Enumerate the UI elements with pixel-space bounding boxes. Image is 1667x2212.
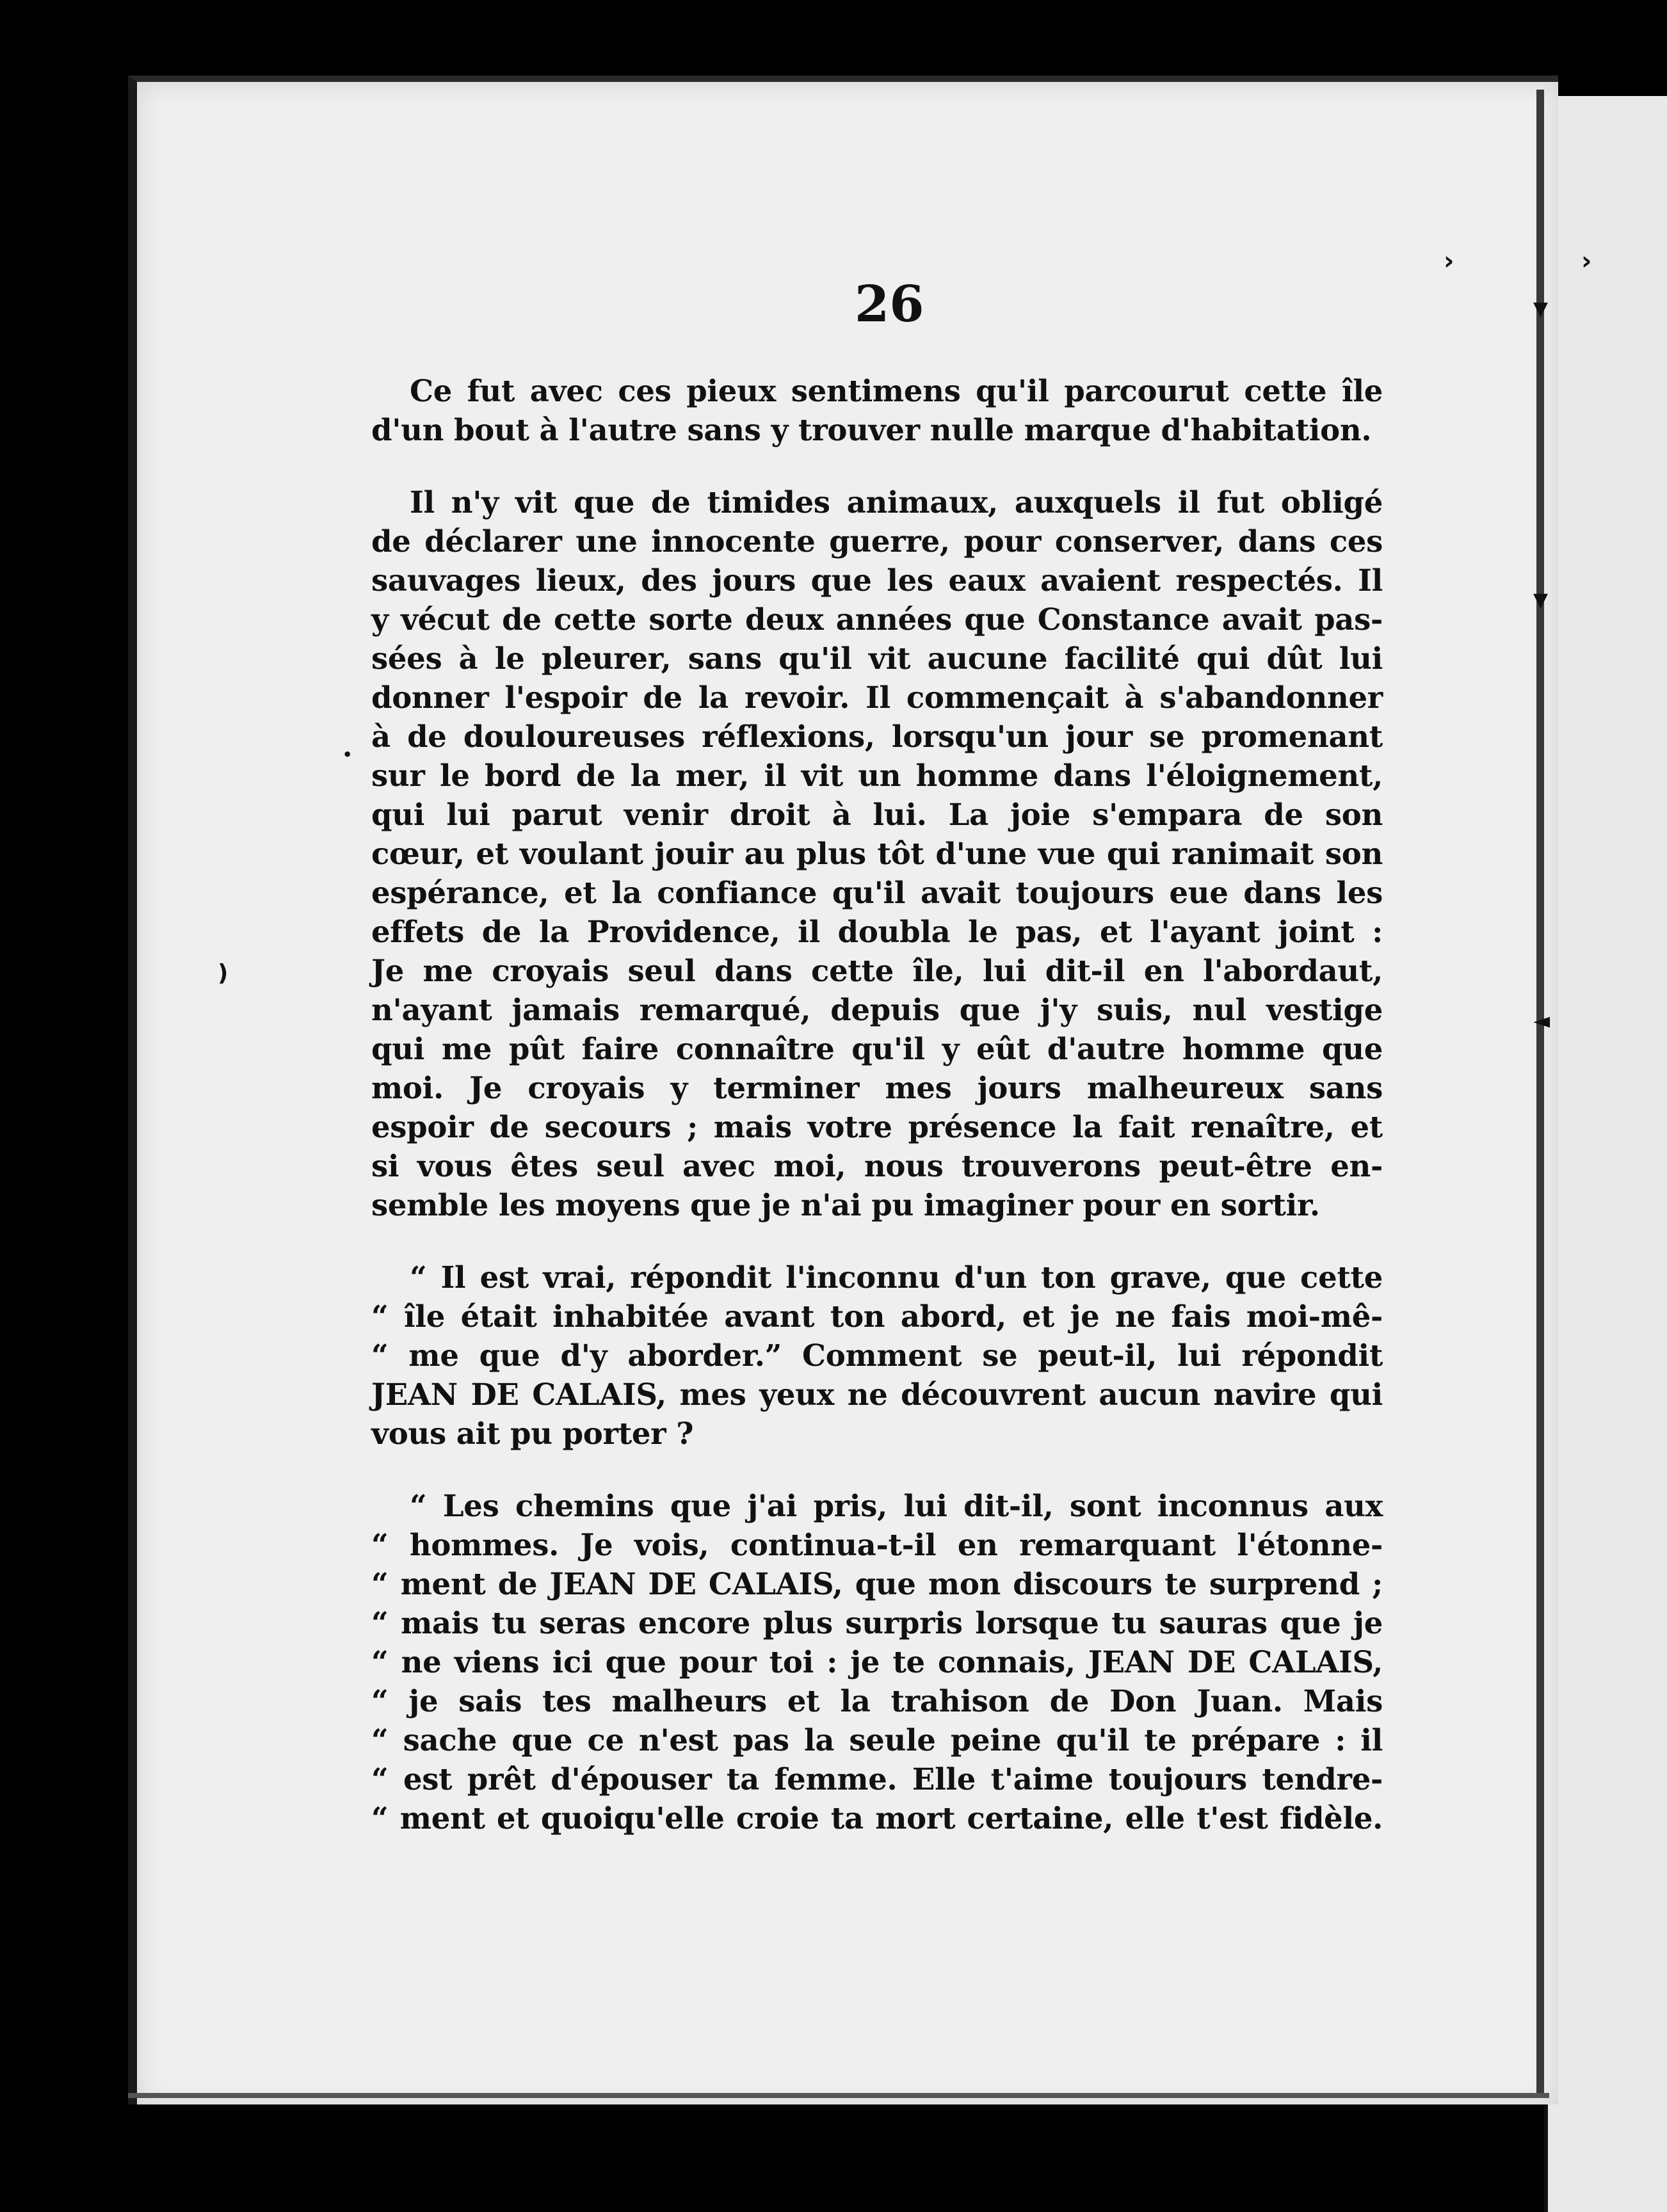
text-line: qui me pût faire connaître qu'il y eût d'autre homme que [371,1031,1383,1066]
margin-mark: ) [218,960,229,986]
text-line: moi. Je croyais y terminer mes jours malheureux sans [371,1070,1383,1105]
text-line: Je me croyais seul dans cette île, lui dit-il en l'abordaut, [371,953,1383,988]
text-line: “ sache que ce n'est pas la seule peine qu'il te prépare : il [371,1722,1383,1758]
text-line: “ ment et quoiqu'elle croie ta mort certaine, elle t'est fidèle. [371,1800,1383,1836]
facing-page-edge [1544,96,1667,2212]
text-line: “ je sais tes malheurs et la trahison de Don Juan. Mais [371,1683,1383,1719]
text-line: vous ait pu porter ? [371,1416,694,1451]
text-line: JEAN DE CALAIS, mes yeux ne découvrent aucun navire qui [371,1377,1383,1412]
text-line: “ mais tu seras encore plus surpris lorsque tu sauras que je [371,1605,1383,1640]
page-number: 26 [855,275,924,333]
text-line: Il n'y vit que de timides animaux, auxquels il fut obligé [410,485,1383,520]
text-line: “ ne viens ici que pour toi : je te connais, JEAN DE CALAIS, [371,1644,1383,1679]
paragraph-4 [371,1486,1383,1838]
text-line: sées à le pleurer, sans qu'il vit aucune facilité qui dût lui [371,641,1383,676]
text-line: “ île était inhabitée avant ton abord, et je ne fais moi-mê- [371,1299,1383,1334]
text-line: espérance, et la confiance qu'il avait toujours eue dans les [371,875,1383,910]
text-line: y vécut de cette sorte deux années que Constance avait pas- [371,602,1383,637]
paragraph-2 [371,483,1383,1224]
text-line: Ce fut avec ces pieux sentimens qu'il parcourut cette île [410,373,1383,408]
page-bottom-edge [128,2093,1549,2098]
text-line: n'ayant jamais remarqué, depuis que j'y suis, nul vestige [371,992,1383,1027]
text-line: “ ment de JEAN DE CALAIS, que mon discours te surprend ; [371,1566,1383,1601]
text-line: effets de la Providence, il doubla le pas, et l'ayant joint : [371,914,1383,949]
paragraph-1 [371,371,1383,449]
text-line: sur le bord de la mer, il vit un homme dans l'éloignement, [371,758,1383,793]
margin-mark: › [1581,246,1592,276]
text-line: qui lui parut venir droit à lui. La joie s'empara de son [371,797,1383,832]
paragraph-3 [371,1258,1383,1453]
text-line: espoir de secours ; mais votre présence la fait renaître, et [371,1109,1383,1144]
text-line: donner l'espoir de la revoir. Il commençait à s'abandonner [371,680,1383,715]
margin-mark: ◄ [1533,1008,1550,1034]
text-line: sauvages lieux, des jours que les eaux avaient respectés. Il [371,563,1383,598]
text-line: “ Les chemins que j'ai pris, lui dit-il, sont inconnus aux [410,1488,1383,1523]
page-binding-edge [1536,90,1544,2093]
margin-mark: ▼ [1533,298,1549,320]
margin-mark: ▼ [1533,589,1549,611]
text-line: à de douloureuses réflexions, lorsqu'un jour se promenant [371,719,1383,754]
text-line: “ est prêt d'épouser ta femme. Elle t'aime toujours tendre- [371,1761,1383,1797]
text-line: semble les moyens que je n'ai pu imaginer pour en sortir. [371,1187,1320,1222]
text-line: cœur, et voulant jouir au plus tôt d'une vue qui ranimait son [371,836,1383,871]
text-line: “ hommes. Je vois, continua-t-il en remarquant l'étonne- [371,1527,1383,1562]
text-line: “ me que d'y aborder.” Comment se peut-il, lui répondit [371,1338,1383,1373]
page-text [371,371,1383,1838]
text-line: “ Il est vrai, répondit l'inconnu d'un ton grave, que cette [410,1260,1383,1295]
text-line: de déclarer une innocente guerre, pour conserver, dans ces [371,524,1383,559]
text-line: si vous êtes seul avec moi, nous trouverons peut-être en- [371,1148,1383,1183]
margin-mark: • [342,746,353,764]
text-line: d'un bout à l'autre sans y trouver nulle marque d'habitation. [371,412,1372,447]
margin-mark: › [1444,246,1454,276]
